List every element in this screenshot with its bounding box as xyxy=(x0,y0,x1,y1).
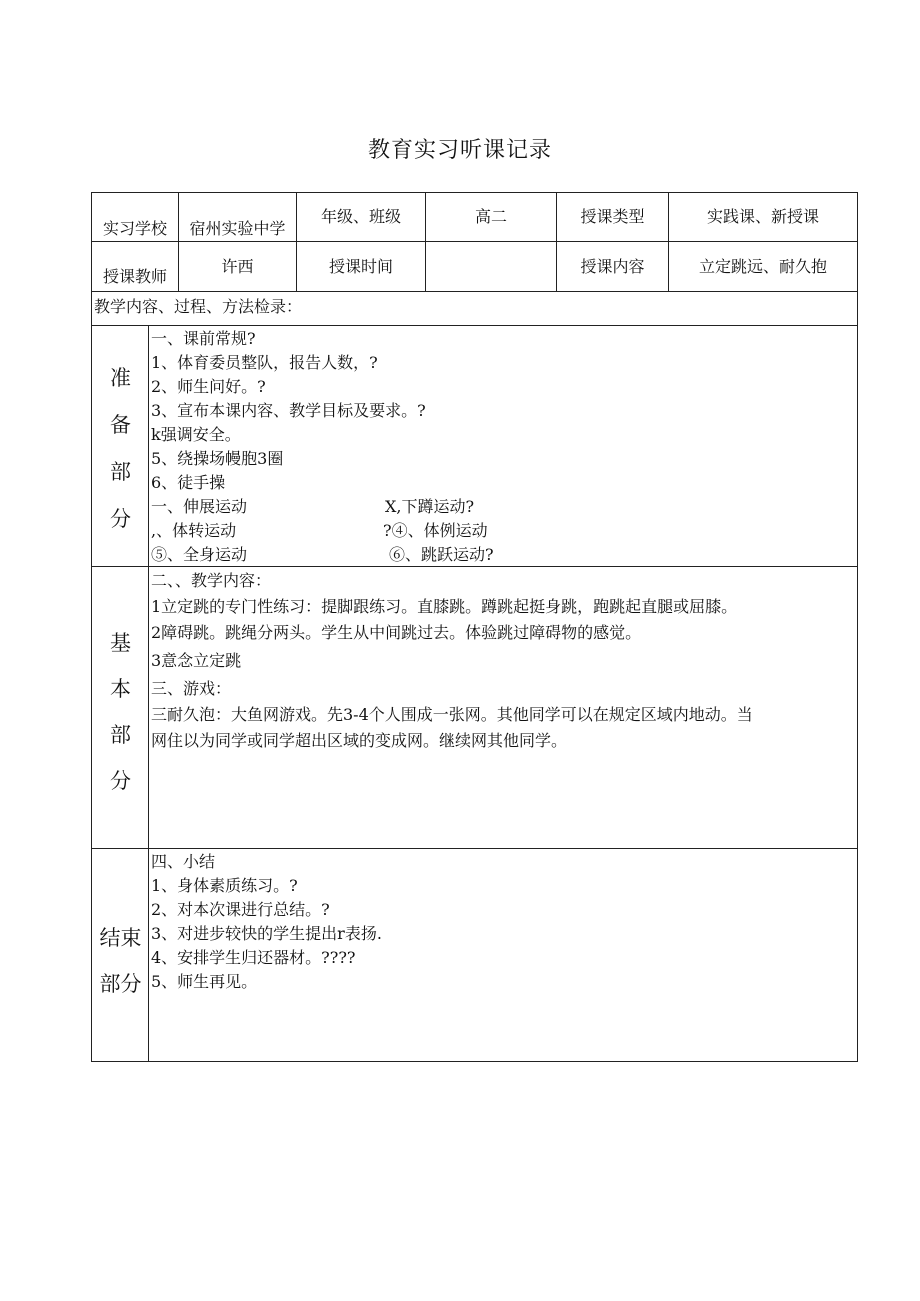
list-item: 1立定跳的专门性练习：提脚跟练习。直膝跳。蹲跳起挺身跳，跑跳起直腿或屈膝。 xyxy=(151,597,738,616)
exercise-right: ⑥、跳跃运动? xyxy=(389,545,494,564)
section-label-char: 结束 xyxy=(99,926,142,950)
teacher-label: 授课教师 xyxy=(102,267,167,286)
exercise-left: ⑤、全身运动 xyxy=(151,545,248,564)
list-item: 1、体育委员整队，报告人数，? xyxy=(151,353,378,372)
list-item: 5、绕操场幔胞3圈 xyxy=(151,449,284,468)
section-label-char: 分 xyxy=(110,507,131,531)
list-item xyxy=(151,495,494,519)
grade-class-label: 年级、班级 xyxy=(320,207,401,226)
list-item xyxy=(151,543,494,567)
content-label: 授课内容 xyxy=(580,257,645,276)
lesson-type-label: 授课类型 xyxy=(580,207,645,226)
end-content xyxy=(151,850,382,994)
list-item: 4、安排学生归还器材。???? xyxy=(151,948,356,967)
list-item: 6、徒手操 xyxy=(151,473,226,492)
list-item: 3、对进步较快的学生提出r表扬. xyxy=(151,924,382,943)
school-value: 宿州实验中学 xyxy=(189,219,286,238)
exercise-left: 一、伸展运动 xyxy=(151,497,248,516)
section-label-char: 基 xyxy=(110,631,131,655)
teacher-value: 许西 xyxy=(221,257,254,276)
section-label-char: 准 xyxy=(110,366,131,390)
section-label-char: 备 xyxy=(110,413,131,437)
table-border xyxy=(91,848,858,849)
section-label-char: 部 xyxy=(110,723,131,747)
table-border xyxy=(91,241,858,242)
list-item: 四、小结 xyxy=(151,852,216,871)
list-item: 5、师生再见。 xyxy=(151,972,258,991)
prep-content xyxy=(151,327,494,567)
list-item: k强调安全。 xyxy=(151,425,241,444)
list-item: 三、游戏： xyxy=(151,679,232,698)
table-border xyxy=(91,1061,858,1062)
exercise-right: ?④、体例运动 xyxy=(383,521,488,540)
list-item: 2、师生问好。? xyxy=(151,377,266,396)
list-item: 二、、教学内容： xyxy=(151,571,272,590)
school-label: 实习学校 xyxy=(102,219,167,238)
section-label-char: 本 xyxy=(110,677,131,701)
grade-class-value: 高二 xyxy=(474,207,507,226)
content-value: 立定跳远、耐久抱 xyxy=(698,257,827,276)
section-label-char: 部分 xyxy=(99,972,142,996)
table-border xyxy=(857,192,858,1062)
list-item: 网住以为同学或同学超出区域的变成网。继续网其他同学。 xyxy=(151,731,568,750)
page-title: 教育实习听课记录 xyxy=(367,138,552,163)
record-label: 教学内容、过程、方法检录： xyxy=(94,297,303,316)
list-item: 2障碍跳。跳绳分两头。学生从中间跳过去。体验跳过障碍物的感觉。 xyxy=(151,623,642,642)
section-label-char: 部 xyxy=(110,460,131,484)
exercise-left: ,、体转运动 xyxy=(151,521,237,540)
list-item: 2、对本次课进行总结。? xyxy=(151,900,330,919)
section-label-prep xyxy=(92,355,149,543)
list-item xyxy=(151,519,494,543)
list-item: 1、身体素质练习。? xyxy=(151,876,298,895)
lesson-type-value: 实践课、新授课 xyxy=(706,207,819,226)
basic-content xyxy=(151,568,753,754)
table-border xyxy=(91,192,858,193)
list-item: 一、课前常规? xyxy=(151,329,256,348)
table-border xyxy=(91,291,858,292)
list-item: 三耐久泡：大鱼网游戏。先3-4个人围成一张网。其他同学可以在规定区域内地动。当 xyxy=(151,705,753,724)
section-label-char: 分 xyxy=(110,769,131,793)
list-item: 3意念立定跳 xyxy=(151,651,242,670)
section-label-basic xyxy=(92,620,149,804)
time-label: 授课时间 xyxy=(328,257,393,276)
table-border xyxy=(91,325,858,326)
exercise-right: X,下蹲运动? xyxy=(385,497,475,516)
section-label-end xyxy=(92,915,149,1007)
list-item: 3、宣布本课内容、教学目标及要求。? xyxy=(151,401,426,420)
